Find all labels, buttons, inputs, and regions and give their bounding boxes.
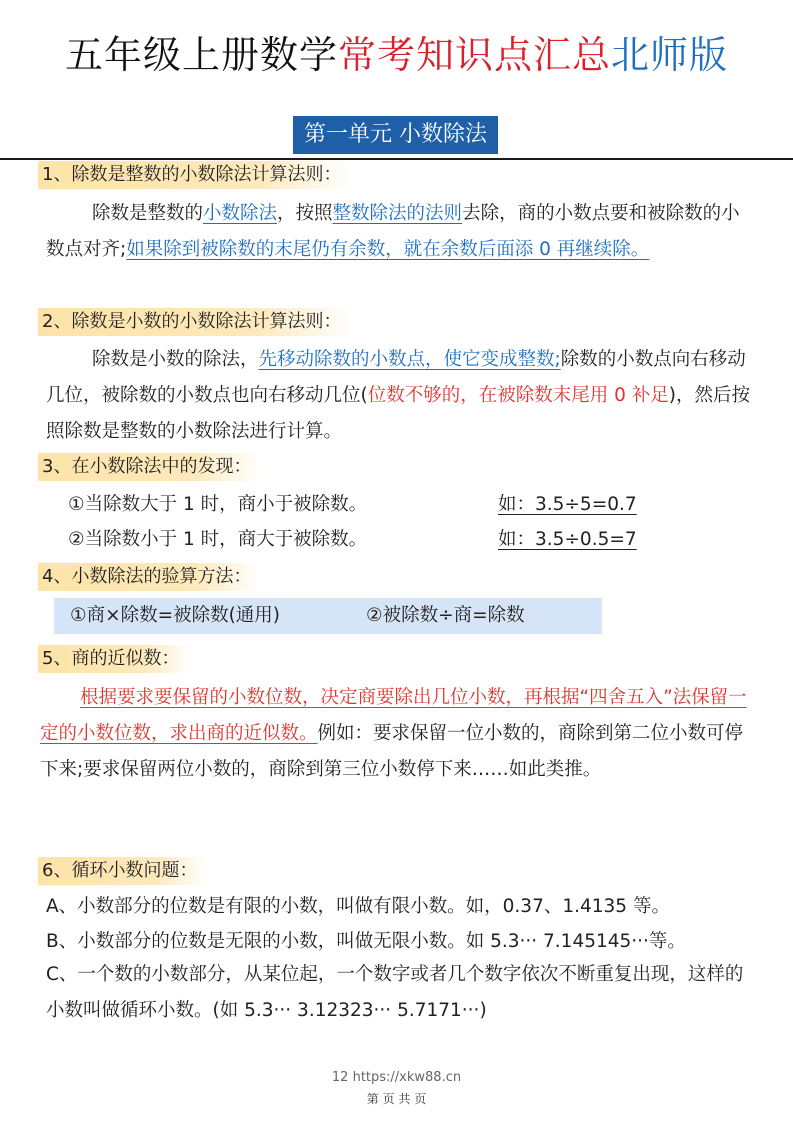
section-1-heading: 1、除数是整数的小数除法计算法则： bbox=[38, 161, 351, 189]
s3-example-1: 如：3.5÷5=0.7 bbox=[498, 494, 637, 515]
s6-item-c: C、一个数的小数部分，从某位起，一个数字或者几个数字依次不断重复出现，这样的小数叫做循环小数。(如 5.3··· 3.12323··· 5.7171···) bbox=[46, 964, 744, 1021]
s3-rule-2: ②当除数小于 1 时，商大于被除数。 bbox=[68, 529, 368, 550]
s1-text-e: 去除，商的小数点要和被除数的小数点对齐; bbox=[46, 203, 740, 260]
s1-text-b: 小数除法 bbox=[203, 203, 278, 224]
s1-text-d: 整数除法的法则 bbox=[332, 203, 463, 224]
s5-text-b: 例如：要求保留一位小数的，商除到第二位小数可停下来;要求保留两位小数的，商除到第三位小数停下来……如此类推。 bbox=[40, 723, 744, 780]
s1-text-f: 如果除到被除数的末尾仍有余数，就在余数后面添 0 再继续除。 bbox=[126, 239, 650, 260]
section-2-heading: 2、除数是小数的小数除法计算法则： bbox=[38, 308, 351, 336]
s2-text-b: 先移动除数的小数点，使它变成整数; bbox=[258, 349, 561, 370]
s1-text-a: 除数是整数的 bbox=[92, 203, 204, 224]
divider bbox=[0, 158, 793, 160]
section-4-heading: 4、小数除法的验算方法： bbox=[38, 563, 261, 591]
s3-example-2: 如：3.5÷0.5=7 bbox=[498, 529, 637, 550]
s2-text-d: 位数不够的，在被除数末尾用 0 补足 bbox=[367, 385, 669, 406]
s6-item-b: B、小数部分的位数是无限的小数，叫做无限小数。如 5.3··· 7.145145···等。 bbox=[46, 931, 686, 952]
page-title bbox=[0, 30, 793, 80]
section-6-heading: 6、循环小数问题： bbox=[38, 857, 207, 885]
title-part-edition: 北师版 bbox=[611, 33, 729, 77]
s2-text-a: 除数是小数的除法， bbox=[92, 349, 259, 370]
title-part-grade: 五年级上册数学 bbox=[64, 33, 338, 77]
section-1-body bbox=[46, 196, 752, 268]
section-5-heading: 5、商的近似数： bbox=[38, 645, 189, 673]
s6-item-a: A、小数部分的位数是有限的小数，叫做有限小数。如，0.37、1.4135 等。 bbox=[46, 896, 670, 917]
footer-page: 第 页 共 页 bbox=[366, 1092, 427, 1106]
s3-rule-1: ①当除数大于 1 时，商小于被除数。 bbox=[68, 494, 368, 515]
s4-method-2: ②被除数÷商=除数 bbox=[366, 605, 525, 626]
s5-text-a: 根据要求要保留的小数位数，决定商要除出几位小数，再根据“四舍五入”法保留一定的小数位数，求出商的近似数。 bbox=[40, 687, 747, 744]
unit-banner: 第一单元 小数除法 bbox=[293, 116, 498, 154]
s2-text-e: )，然后按照除数是整数的小数除法进行计算。 bbox=[46, 385, 750, 442]
footer-source: 12 https://xkw88.cn bbox=[331, 1070, 462, 1085]
section-5-body bbox=[40, 680, 752, 788]
title-part-topic: 常考知识点汇总 bbox=[337, 33, 611, 77]
s4-method-1: ①商×除数=被除数(通用) bbox=[70, 605, 281, 626]
section-2-body bbox=[46, 342, 752, 450]
section-3-heading: 3、在小数除法中的发现： bbox=[38, 453, 261, 481]
s1-text-c: ，按照 bbox=[277, 203, 333, 224]
s2-text-c: 除数的小数点向右移动几位，被除数的小数点也向右移动几位( bbox=[46, 349, 746, 406]
